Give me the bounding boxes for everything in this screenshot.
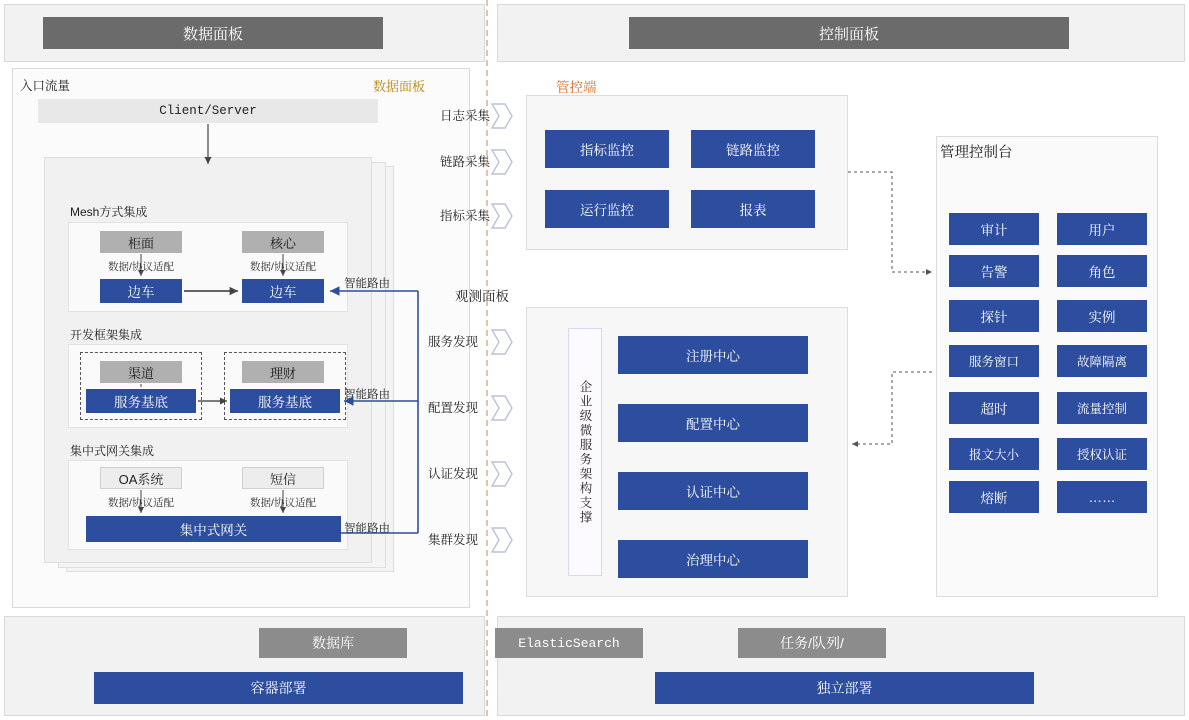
header-data-panel [43, 17, 383, 49]
discovery-label-config: 配置发现 [428, 401, 479, 415]
collect-label-trace: 链路采集 [440, 155, 491, 169]
discovery-label-cluster: 集群发现 [428, 533, 479, 547]
container-deploy-box [94, 672, 463, 704]
management-console-title: 管理控制台 [940, 145, 1013, 161]
devframework-right-bottom-label: 服务基底 [258, 395, 312, 410]
section-devframework-title: 开发框架集成 [70, 328, 143, 342]
header-control-panel [629, 17, 1069, 49]
console-item-alarm-label: 告警 [980, 265, 1008, 280]
center-box-auth [618, 472, 808, 510]
devframework-left-top-label: 渠道 [127, 365, 154, 381]
gateway-left-top-label: OA系统 [118, 471, 164, 487]
manage-box-runtime-monitor [545, 190, 669, 228]
section-gateway-title: 集中式网关集成 [70, 444, 155, 458]
gateway-right-top [242, 467, 324, 489]
console-item-probe-label: 探针 [980, 310, 1008, 325]
smart-route-label-2: 智能路由 [344, 389, 390, 401]
standalone-deploy-label: 独立部署 [816, 680, 873, 696]
console-item-message-size [949, 438, 1039, 470]
header-data-panel-label: 数据面板 [182, 25, 243, 43]
gateway-adapt-right: 数据/协议适配 [250, 497, 316, 509]
devframework-right-bottom [230, 389, 340, 413]
task-queue-label: 任务/队列/ [780, 635, 844, 651]
centralized-gateway-label: 集中式网关 [179, 523, 248, 538]
center-box-config [618, 404, 808, 442]
section-mesh-title: Mesh方式集成 [70, 205, 148, 219]
center-box-config-label: 配置中心 [686, 417, 740, 432]
discovery-label-auth: 认证发现 [428, 467, 479, 481]
devframework-right-top [242, 361, 324, 383]
console-item-instance-label: 实例 [1088, 310, 1116, 325]
center-box-registry [618, 336, 808, 374]
database-label: 数据库 [312, 635, 354, 651]
console-item-user-label: 用户 [1088, 223, 1116, 238]
client-server-box [38, 99, 378, 123]
ingress-label: 入口流量 [20, 79, 71, 93]
manage-box-trace-monitor-label: 链路监控 [726, 143, 780, 158]
console-item-more [1057, 481, 1147, 513]
console-item-instance [1057, 300, 1147, 332]
console-item-audit [949, 213, 1039, 245]
console-item-flow-control [1057, 392, 1147, 424]
console-item-timeout-label: 超时 [980, 402, 1008, 417]
mesh-sidecar-left-label: 边车 [127, 285, 155, 300]
console-item-more-label: …… [1088, 489, 1116, 505]
manage-box-metric-monitor-label: 指标监控 [580, 143, 634, 158]
devframework-right-top-label: 理财 [269, 365, 296, 381]
console-item-service-window [949, 345, 1039, 377]
mesh-sidecar-right [242, 279, 324, 303]
center-box-governance [618, 540, 808, 578]
console-item-fault-isolation-label: 故障隔离 [1076, 355, 1127, 369]
manage-box-metric-monitor [545, 130, 669, 168]
console-item-message-size-label: 报文大小 [968, 448, 1019, 462]
console-item-authorization [1057, 438, 1147, 470]
enterprise-support-vertical-label [568, 328, 602, 576]
console-item-flow-control-label: 流量控制 [1076, 402, 1127, 416]
console-item-role-label: 角色 [1088, 265, 1116, 280]
header-control-panel-label: 控制面板 [818, 25, 879, 43]
console-item-user [1057, 213, 1147, 245]
console-item-circuit-breaker-label: 熔断 [980, 491, 1008, 506]
discovery-label-service: 服务发现 [428, 335, 479, 349]
center-box-governance-label: 治理中心 [686, 553, 740, 568]
manage-side-label: 管控端 [556, 80, 597, 95]
console-item-role [1057, 255, 1147, 287]
mesh-sidecar-right-label: 边车 [269, 285, 297, 300]
console-item-timeout [949, 392, 1039, 424]
console-item-alarm [949, 255, 1039, 287]
client-server-label: Client/Server [159, 104, 257, 118]
manage-box-report-label: 报表 [739, 203, 767, 218]
centralized-gateway-box [86, 516, 341, 542]
mesh-right-top [242, 231, 324, 253]
manage-box-report [691, 190, 815, 228]
elasticsearch-box [495, 628, 643, 658]
devframework-left-bottom [86, 389, 196, 413]
manage-box-runtime-monitor-label: 运行监控 [580, 203, 634, 218]
center-box-registry-label: 注册中心 [686, 349, 740, 364]
gateway-right-top-label: 短信 [269, 471, 296, 487]
observe-panel-label: 观测面板 [455, 289, 509, 304]
console-item-authorization-label: 授权认证 [1076, 448, 1127, 462]
standalone-deploy-box [655, 672, 1034, 704]
mesh-right-top-label: 核心 [269, 235, 296, 251]
mesh-left-top-label: 柜面 [127, 235, 154, 251]
mesh-sidecar-left [100, 279, 182, 303]
console-item-audit-label: 审计 [980, 223, 1008, 238]
console-item-circuit-breaker [949, 481, 1039, 513]
gateway-left-top [100, 467, 182, 489]
database-box [259, 628, 407, 658]
enterprise-support-text: 企业级微服务架构支撑 [578, 379, 592, 525]
task-queue-box [738, 628, 886, 658]
gateway-adapt-left: 数据/协议适配 [108, 497, 174, 509]
collect-label-metric: 指标采集 [440, 209, 491, 223]
elasticsearch-label: ElasticSearch [518, 635, 620, 651]
smart-route-label-3: 智能路由 [344, 523, 390, 535]
mesh-adapt-right: 数据/协议适配 [250, 261, 316, 273]
center-box-auth-label: 认证中心 [686, 485, 740, 500]
mesh-left-top [100, 231, 182, 253]
devframework-left-bottom-label: 服务基底 [114, 395, 168, 410]
container-deploy-label: 容器部署 [250, 680, 307, 696]
mesh-adapt-left: 数据/协议适配 [108, 261, 174, 273]
console-item-probe [949, 300, 1039, 332]
smart-route-label-1: 智能路由 [344, 278, 390, 290]
devframework-left-top [100, 361, 182, 383]
console-item-fault-isolation [1057, 345, 1147, 377]
manage-box-trace-monitor [691, 130, 815, 168]
console-item-service-window-label: 服务窗口 [968, 355, 1019, 369]
data-panel-tag: 数据面板 [373, 79, 426, 94]
collect-label-log: 日志采集 [440, 109, 491, 123]
